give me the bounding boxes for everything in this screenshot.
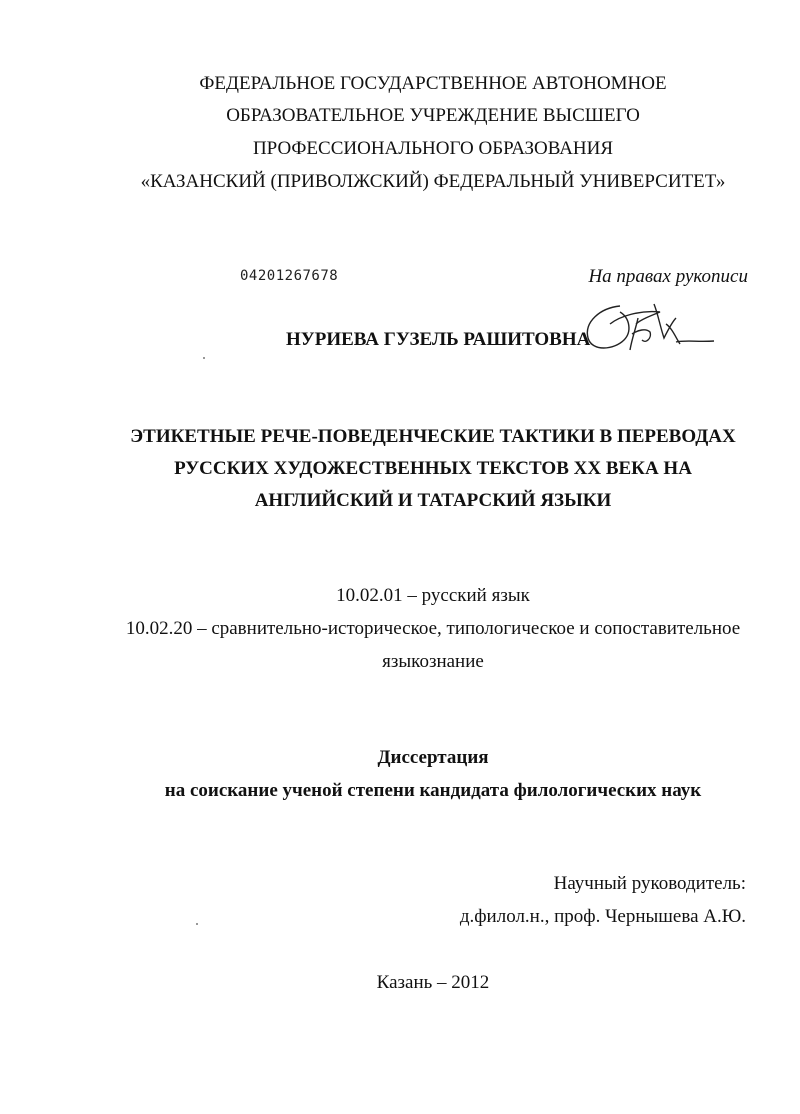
title-line-1: ЭТИКЕТНЫЕ РЕЧЕ-ПОВЕДЕНЧЕСКИЕ ТАКТИКИ В ПЕРЕВОДАХ [130, 426, 736, 447]
supervisor-label: Научный руководитель: [553, 873, 746, 894]
header-line-3: ПРОФЕССИОНАЛЬНОГО ОБРАЗОВАНИЯ [252, 138, 614, 159]
degree-purpose: на соискание ученой степени кандидата филологических наук [164, 780, 702, 801]
title-line-3: АНГЛИЙСКИЙ И ТАТАРСКИЙ ЯЗЫКИ [254, 490, 612, 511]
city-year: Казань – 2012 [376, 972, 490, 993]
scan-speck [196, 923, 198, 925]
specialty-line-3: языкознание [382, 651, 484, 672]
specialty-line-2: 10.02.20 – сравнительно-историческое, типологическое и сопоставительное [125, 618, 741, 639]
rights-note: На правах рукописи [588, 266, 748, 287]
supervisor-name: д.филол.н., проф. Чернышева А.Ю. [459, 906, 746, 927]
registry-number: 04201267678 [240, 268, 339, 284]
title-line-2: РУССКИХ ХУДОЖЕСТВЕННЫХ ТЕКСТОВ XX ВЕКА НА [174, 458, 692, 479]
header-line-4: «КАЗАНСКИЙ (ПРИВОЛЖСКИЙ) ФЕДЕРАЛЬНЫЙ УНИВЕРСИТЕТ» [140, 171, 726, 192]
handwritten-signature [580, 294, 720, 364]
degree-type: Диссертация [377, 747, 489, 768]
specialty-line-1: 10.02.01 – русский язык [336, 585, 530, 606]
header-line-1: ФЕДЕРАЛЬНОЕ ГОСУДАРСТВЕННОЕ АВТОНОМНОЕ [199, 73, 667, 94]
author-name: НУРИЕВА ГУЗЕЛЬ РАШИТОВНА [286, 329, 591, 350]
header-line-2: ОБРАЗОВАТЕЛЬНОЕ УЧРЕЖДЕНИЕ ВЫСШЕГО [226, 105, 640, 126]
scan-speck [203, 357, 205, 359]
